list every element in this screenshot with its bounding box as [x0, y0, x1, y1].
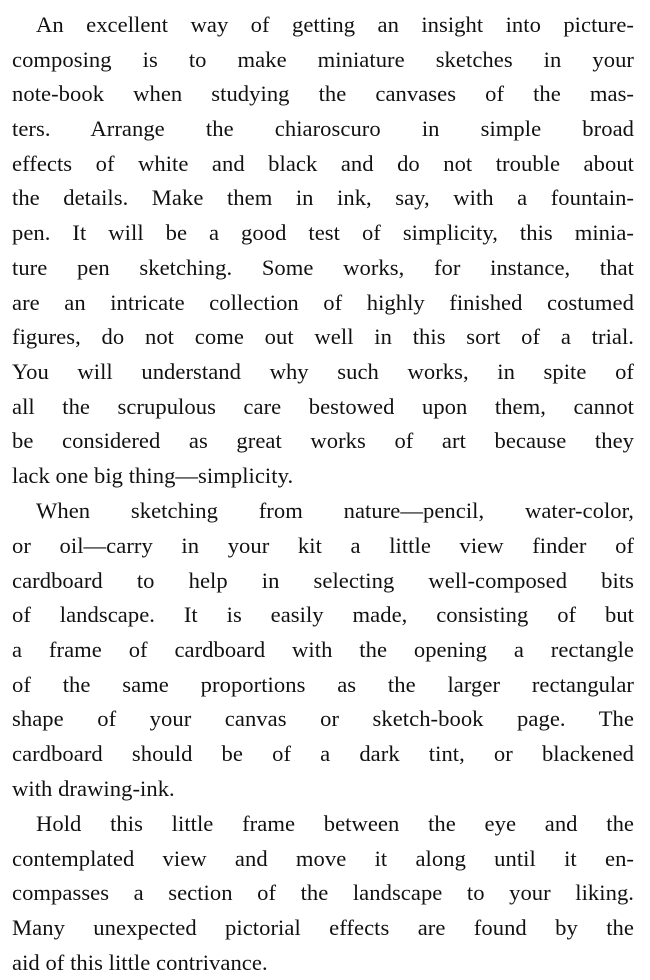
- text-line: cardboard should be of a dark tint, or blackened: [12, 741, 634, 767]
- text-line: or oil—carry in your kit a little view finder of: [12, 532, 634, 558]
- text-line: note-book when studying the canvases of the mas-: [12, 81, 634, 107]
- text-line: a frame of cardboard with the opening a rectangle: [12, 636, 634, 662]
- text-line: Many unexpected pictorial effects are found by the: [12, 915, 634, 941]
- text-line: all the scrupulous care bestowed upon them, cannot: [12, 393, 634, 419]
- text-line: the details. Make them in ink, say, with a fountain-: [12, 185, 634, 211]
- text-line: with drawing-ink.: [12, 775, 175, 801]
- text-line: effects of white and black and do not trouble about: [12, 150, 634, 176]
- text-line: You will understand why such works, in spite of: [12, 358, 634, 384]
- text-line: figures, do not come out well in this sort of a trial.: [12, 324, 634, 350]
- text-line: of landscape. It is easily made, consisting of but: [12, 602, 634, 628]
- text-line: When sketching from nature—pencil, water-color,: [36, 498, 634, 524]
- paragraph-2: [12, 494, 634, 806]
- text-line: lack one big thing—simplicity.: [12, 462, 294, 488]
- text-line: composing is to make miniature sketches in your: [12, 46, 634, 72]
- text-line: of the same proportions as the larger rectangular: [12, 671, 634, 697]
- document-page: [12, 8, 634, 980]
- paragraph-3: [12, 807, 634, 980]
- text-line: Hold this little frame between the eye and the: [36, 811, 634, 836]
- paragraph-1: [12, 8, 634, 494]
- text-line: be considered as great works of art because they: [12, 428, 634, 454]
- text-line: cardboard to help in selecting well-composed bits: [12, 567, 634, 593]
- text-line: ture pen sketching. Some works, for instance, that: [12, 254, 634, 280]
- text-line: shape of your canvas or sketch-book page. The: [12, 706, 634, 732]
- text-line: ters. Arrange the chiaroscuro in simple broad: [12, 116, 634, 142]
- text-line: pen. It will be a good test of simplicity, this minia-: [12, 220, 634, 246]
- text-line: are an intricate collection of highly finished costumed: [12, 289, 634, 315]
- text-line: aid of this little contrivance.: [12, 949, 268, 975]
- text-line: An excellent way of getting an insight into picture-: [36, 12, 634, 37]
- text-line: contemplated view and move it along until it en-: [12, 845, 634, 871]
- text-line: compasses a section of the landscape to your liking.: [12, 880, 634, 906]
